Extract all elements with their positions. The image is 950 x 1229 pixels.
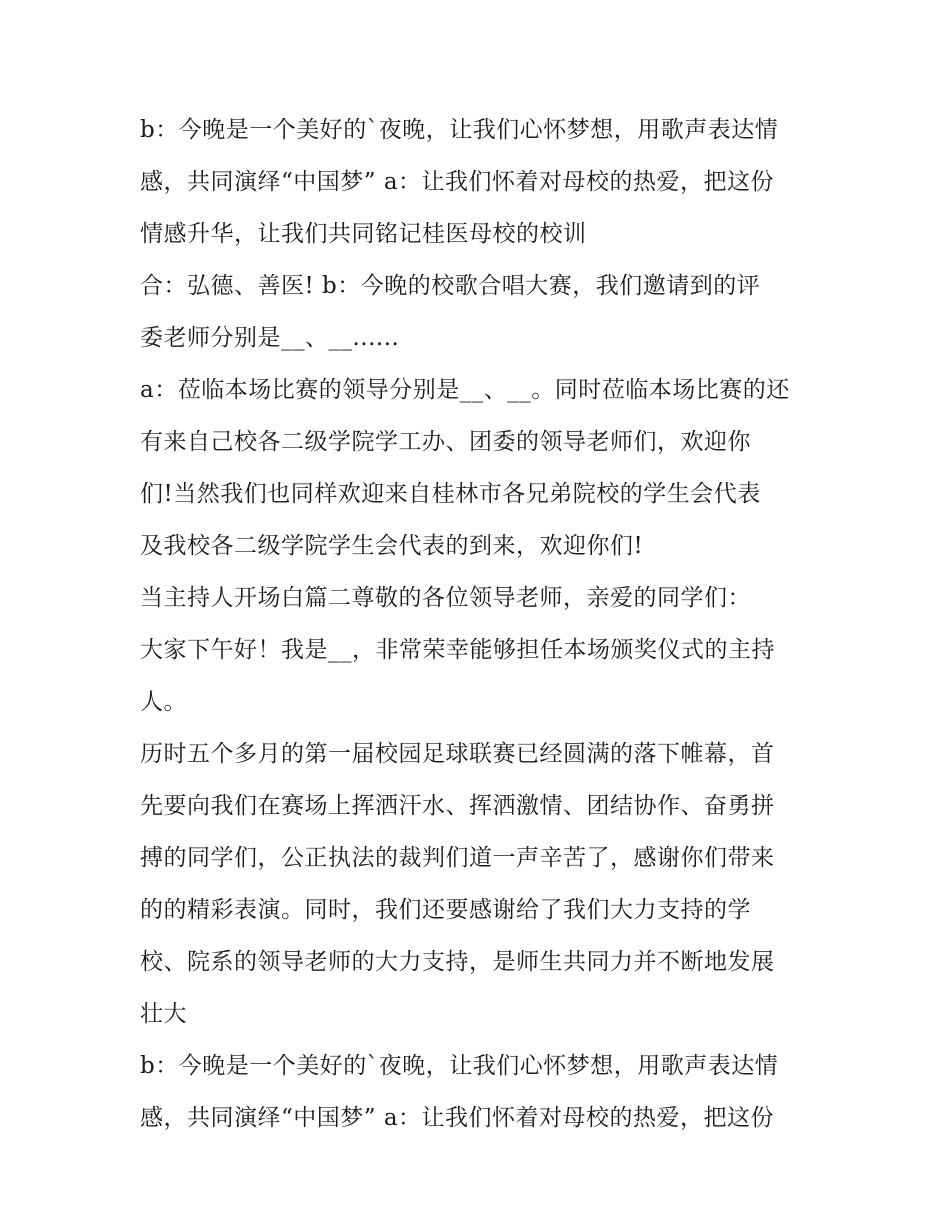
text-line: 感，共同演绎“中国梦” a：让我们怀着对母校的热爱，把这份 [140, 1105, 775, 1131]
text-line: b：今晚是一个美好的`夜晚，让我们心怀梦想，用歌声表达情 [140, 1053, 779, 1079]
text-line: 校、院系的领导老师的大力支持，是师生共同力并不断地发展 [140, 949, 775, 975]
text-line: 委老师分别是__、__...... [140, 325, 400, 351]
paragraph-school-motto [140, 264, 820, 368]
text-line: 及我校各二级学院学生会代表的到来，欢迎你们! [140, 533, 644, 559]
text-line: 的的精彩表演。同时，我们还要感谢给了我们大力支持的学 [140, 897, 751, 923]
text-line: 合：弘德、善医! b：今晚的校歌合唱大赛，我们邀请到的评 [140, 273, 761, 299]
text-line: a：莅临本场比赛的领导分别是__、__。同时莅临本场比赛的还 [140, 377, 790, 403]
paragraph-opening-b-repeat [140, 1044, 820, 1148]
text-line: 有来自己校各二级学院学工办、团委的领导老师们，欢迎你 [140, 429, 751, 455]
text-line: 们!当然我们也同样欢迎来自桂林市各兄弟院校的学生会代表 [140, 481, 761, 507]
paragraph-opening-b [140, 108, 820, 264]
text-line: 历时五个多月的第一届校园足球联赛已经圆满的落下帷幕，首 [140, 741, 775, 767]
paragraph-football-league [140, 732, 820, 1044]
text-line: 先要向我们在赛场上挥洒汗水、挥洒激情、团结协作、奋勇拼 [140, 793, 775, 819]
paragraph-host-intro [140, 628, 820, 732]
text-line: 壮大 [140, 1001, 187, 1027]
text-line: 搏的同学们，公正执法的裁判们道一声辛苦了，感谢你们带来 [140, 845, 775, 871]
text-line: 当主持人开场白篇二尊敬的各位领导老师，亲爱的同学们： [140, 585, 751, 611]
text-line: 大家下午好！我是__，非常荣幸能够担任本场颁奖仪式的主持 [140, 637, 775, 663]
text-line: 感，共同演绎“中国梦” a：让我们怀着对母校的热爱，把这份 [140, 169, 775, 195]
text-line: b：今晚是一个美好的`夜晚，让我们心怀梦想，用歌声表达情 [140, 117, 779, 143]
text-line: 人。 [140, 689, 187, 715]
paragraph-section-two-heading [140, 576, 820, 628]
text-line: 情感升华，让我们共同铭记桂医母校的校训 [140, 221, 587, 247]
document-body [140, 108, 820, 1148]
paragraph-guest-welcome [140, 368, 820, 576]
